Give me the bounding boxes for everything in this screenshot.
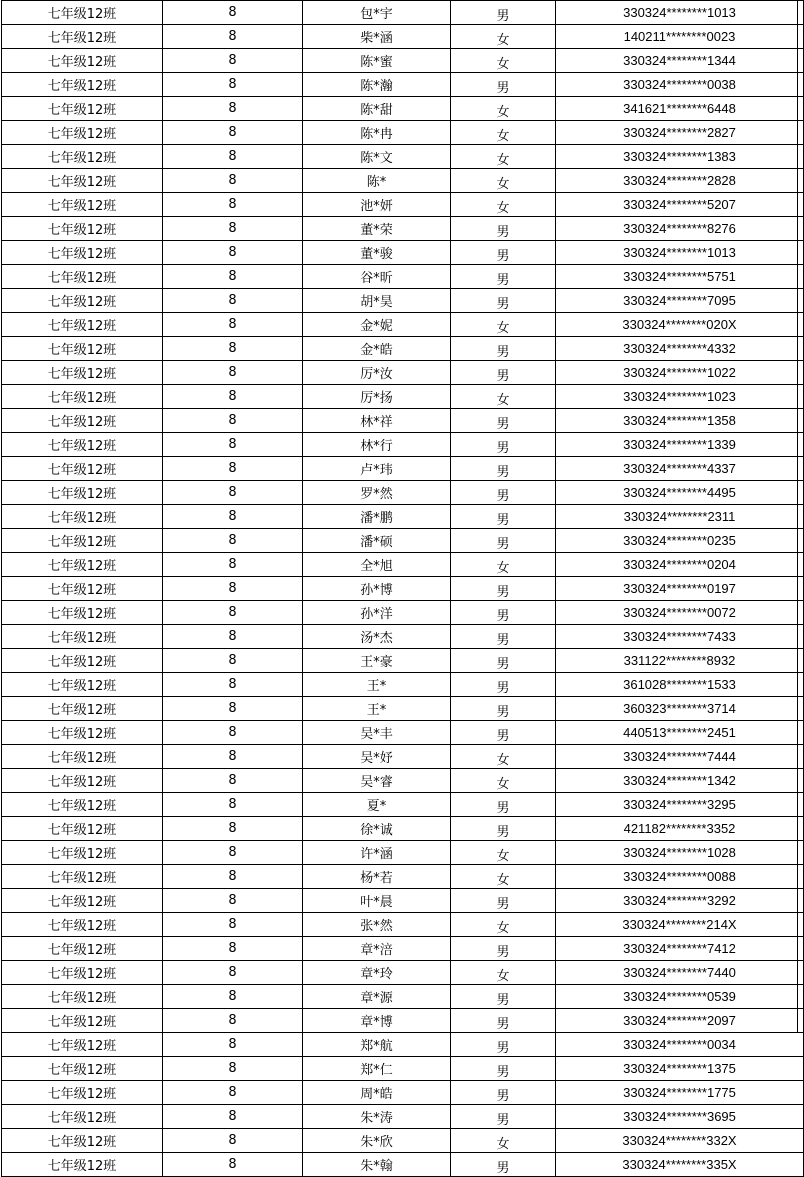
table-row [2,241,804,265]
table-row [2,529,804,553]
grade-cell: 8 [163,601,303,625]
table-row [2,793,804,817]
table-row [2,553,804,577]
student-name-cell: 厉*汝 [303,361,451,385]
grade-cell: 8 [163,889,303,913]
student-name-cell: 金*妮 [303,313,451,337]
class-cell: 七年级12班 [2,817,163,841]
student-name-cell: 潘*硕 [303,529,451,553]
id-number-cell: 140211********0023 [556,25,804,49]
grade-cell: 8 [163,121,303,145]
student-name-cell: 厉*扬 [303,385,451,409]
class-cell: 七年级12班 [2,649,163,673]
student-name-cell: 孙*洋 [303,601,451,625]
class-cell: 七年级12班 [2,121,163,145]
table-row [2,97,804,121]
id-number-cell: 330324********020X [556,313,804,337]
table-row [2,769,804,793]
class-cell: 七年级12班 [2,1153,163,1177]
table-row [2,913,804,937]
student-name-cell: 吴*睿 [303,769,451,793]
gender-cell: 女 [451,49,556,73]
id-number-cell: 330324********1775 [556,1081,804,1105]
grade-cell: 8 [163,433,303,457]
student-name-cell: 王*豪 [303,649,451,673]
class-cell: 七年级12班 [2,577,163,601]
id-number-cell: 330324********3295 [556,793,804,817]
gender-cell: 男 [451,1009,556,1033]
table-row [2,1009,804,1033]
student-name-cell: 陈*冉 [303,121,451,145]
table-row [2,745,804,769]
id-number-cell: 330324********2827 [556,121,804,145]
table-row [2,217,804,241]
class-cell: 七年级12班 [2,409,163,433]
table-row [2,169,804,193]
class-cell: 七年级12班 [2,481,163,505]
gender-cell: 男 [451,457,556,481]
student-name-cell: 徐*诚 [303,817,451,841]
gender-cell: 女 [451,841,556,865]
grade-cell: 8 [163,289,303,313]
gender-cell: 女 [451,121,556,145]
id-number-cell: 330324********1375 [556,1057,804,1081]
table-row [2,601,804,625]
grade-cell: 8 [163,1105,303,1129]
id-number-cell: 330324********7412 [556,937,804,961]
student-name-cell: 潘*鹏 [303,505,451,529]
table-row [2,361,804,385]
grade-cell: 8 [163,265,303,289]
grade-cell: 8 [163,1033,303,1057]
table-row [2,673,804,697]
table-row [2,649,804,673]
grade-cell: 8 [163,793,303,817]
table-row [2,1057,804,1081]
id-number-cell: 330324********1344 [556,49,804,73]
student-name-cell: 罗*然 [303,481,451,505]
id-number-cell: 330324********4332 [556,337,804,361]
id-number-cell: 330324********2097 [556,1009,804,1033]
gender-cell: 女 [451,169,556,193]
id-number-cell: 360323********3714 [556,697,804,721]
table-row [2,505,804,529]
id-number-cell: 331122********8932 [556,649,804,673]
grade-cell: 8 [163,961,303,985]
grade-cell: 8 [163,49,303,73]
class-cell: 七年级12班 [2,145,163,169]
student-name-cell: 叶*晨 [303,889,451,913]
gender-cell: 男 [451,937,556,961]
student-name-cell: 池*妍 [303,193,451,217]
id-number-cell: 330324********4337 [556,457,804,481]
grade-cell: 8 [163,481,303,505]
id-number-cell: 330324********2311 [556,505,804,529]
class-cell: 七年级12班 [2,769,163,793]
id-number-cell: 330324********0038 [556,73,804,97]
id-number-cell: 361028********1533 [556,673,804,697]
student-name-cell: 汤*杰 [303,625,451,649]
grade-cell: 8 [163,841,303,865]
student-name-cell: 孙*博 [303,577,451,601]
id-number-cell: 330324********7433 [556,625,804,649]
id-number-cell: 330324********0072 [556,601,804,625]
gender-cell: 男 [451,577,556,601]
id-number-cell: 330324********7095 [556,289,804,313]
grade-cell: 8 [163,553,303,577]
gender-cell: 男 [451,337,556,361]
id-number-cell: 330324********2828 [556,169,804,193]
grade-cell: 8 [163,385,303,409]
student-name-cell: 夏* [303,793,451,817]
student-name-cell: 陈*甜 [303,97,451,121]
gender-cell: 女 [451,385,556,409]
gender-cell: 男 [451,361,556,385]
table-row [2,193,804,217]
class-cell: 七年级12班 [2,841,163,865]
gender-cell: 男 [451,241,556,265]
grade-cell: 8 [163,529,303,553]
roster-sheet [1,0,798,1176]
class-cell: 七年级12班 [2,601,163,625]
grade-cell: 8 [163,505,303,529]
table-row [2,145,804,169]
grade-cell: 8 [163,1081,303,1105]
student-name-cell: 柴*涵 [303,25,451,49]
class-cell: 七年级12班 [2,265,163,289]
table-row [2,697,804,721]
table-row [2,481,804,505]
id-number-cell: 421182********3352 [556,817,804,841]
class-cell: 七年级12班 [2,1057,163,1081]
class-cell: 七年级12班 [2,193,163,217]
student-name-cell: 朱*涛 [303,1105,451,1129]
table-row [2,865,804,889]
id-number-cell: 330324********1358 [556,409,804,433]
table-row [2,1105,804,1129]
class-cell: 七年级12班 [2,313,163,337]
table-row [2,1153,804,1177]
table-row [2,889,804,913]
id-number-cell: 330324********0235 [556,529,804,553]
table-row [2,1,804,25]
class-cell: 七年级12班 [2,337,163,361]
table-row [2,961,804,985]
id-number-cell: 330324********7440 [556,961,804,985]
class-cell: 七年级12班 [2,1033,163,1057]
id-number-cell: 330324********0088 [556,865,804,889]
gender-cell: 男 [451,1105,556,1129]
gender-cell: 男 [451,217,556,241]
gender-cell: 女 [451,865,556,889]
table-row [2,457,804,481]
student-name-cell: 周*皓 [303,1081,451,1105]
roster-body [2,1,804,1177]
table-row [2,577,804,601]
grade-cell: 8 [163,337,303,361]
id-number-cell: 330324********3695 [556,1105,804,1129]
class-cell: 七年级12班 [2,553,163,577]
gender-cell: 男 [451,481,556,505]
grade-cell: 8 [163,769,303,793]
id-number-cell: 330324********4495 [556,481,804,505]
gender-cell: 女 [451,193,556,217]
class-cell: 七年级12班 [2,25,163,49]
grade-cell: 8 [163,865,303,889]
gender-cell: 女 [451,769,556,793]
class-cell: 七年级12班 [2,961,163,985]
gender-cell: 男 [451,889,556,913]
id-number-cell: 330324********1023 [556,385,804,409]
student-name-cell: 吴*妤 [303,745,451,769]
id-number-cell: 330324********214X [556,913,804,937]
grade-cell: 8 [163,313,303,337]
gender-cell: 男 [451,793,556,817]
id-number-cell: 330324********0197 [556,577,804,601]
student-name-cell: 郑*航 [303,1033,451,1057]
grade-cell: 8 [163,649,303,673]
table-row [2,1033,804,1057]
class-cell: 七年级12班 [2,505,163,529]
class-cell: 七年级12班 [2,745,163,769]
grade-cell: 8 [163,1,303,25]
grade-cell: 8 [163,817,303,841]
grade-cell: 8 [163,409,303,433]
student-name-cell: 陈* [303,169,451,193]
id-number-cell: 330324********3292 [556,889,804,913]
table-row [2,385,804,409]
gender-cell: 男 [451,73,556,97]
student-name-cell: 陈*蜜 [303,49,451,73]
class-cell: 七年级12班 [2,361,163,385]
class-cell: 七年级12班 [2,865,163,889]
gender-cell: 女 [451,961,556,985]
table-row [2,1129,804,1153]
gender-cell: 男 [451,625,556,649]
grade-cell: 8 [163,217,303,241]
student-name-cell: 包*宇 [303,1,451,25]
grade-cell: 8 [163,745,303,769]
class-cell: 七年级12班 [2,1129,163,1153]
table-row [2,289,804,313]
class-cell: 七年级12班 [2,1009,163,1033]
student-name-cell: 朱*欣 [303,1129,451,1153]
grade-cell: 8 [163,1129,303,1153]
grade-cell: 8 [163,145,303,169]
table-row [2,121,804,145]
class-cell: 七年级12班 [2,73,163,97]
student-name-cell: 金*皓 [303,337,451,361]
gender-cell: 男 [451,817,556,841]
id-number-cell: 330324********335X [556,1153,804,1177]
grade-cell: 8 [163,625,303,649]
id-number-cell: 330324********1339 [556,433,804,457]
table-row [2,265,804,289]
grade-cell: 8 [163,241,303,265]
id-number-cell: 330324********1383 [556,145,804,169]
table-row [2,721,804,745]
grade-cell: 8 [163,97,303,121]
student-name-cell: 朱*翰 [303,1153,451,1177]
student-name-cell: 谷*昕 [303,265,451,289]
class-cell: 七年级12班 [2,217,163,241]
student-name-cell: 杨*若 [303,865,451,889]
class-cell: 七年级12班 [2,289,163,313]
gender-cell: 女 [451,913,556,937]
table-row [2,409,804,433]
table-row [2,1081,804,1105]
grade-cell: 8 [163,361,303,385]
grade-cell: 8 [163,25,303,49]
class-cell: 七年级12班 [2,913,163,937]
student-name-cell: 王* [303,697,451,721]
id-number-cell: 330324********1028 [556,841,804,865]
class-cell: 七年级12班 [2,985,163,1009]
table-row [2,73,804,97]
gender-cell: 女 [451,97,556,121]
gender-cell: 男 [451,985,556,1009]
student-name-cell: 王* [303,673,451,697]
gender-cell: 男 [451,409,556,433]
gender-cell: 男 [451,1057,556,1081]
id-number-cell: 330324********1013 [556,1,804,25]
grade-cell: 8 [163,577,303,601]
gender-cell: 男 [451,505,556,529]
grade-cell: 8 [163,193,303,217]
grade-cell: 8 [163,721,303,745]
class-cell: 七年级12班 [2,433,163,457]
student-name-cell: 陈*文 [303,145,451,169]
class-cell: 七年级12班 [2,1081,163,1105]
grade-cell: 8 [163,913,303,937]
student-name-cell: 章*涪 [303,937,451,961]
gender-cell: 男 [451,721,556,745]
id-number-cell: 330324********5207 [556,193,804,217]
gender-cell: 女 [451,553,556,577]
student-name-cell: 章*博 [303,1009,451,1033]
id-number-cell: 330324********0034 [556,1033,804,1057]
class-cell: 七年级12班 [2,241,163,265]
student-name-cell: 许*涵 [303,841,451,865]
gender-cell: 男 [451,1081,556,1105]
class-cell: 七年级12班 [2,1105,163,1129]
student-name-cell: 卢*玮 [303,457,451,481]
student-name-cell: 章*源 [303,985,451,1009]
id-number-cell: 330324********8276 [556,217,804,241]
class-cell: 七年级12班 [2,937,163,961]
gender-cell: 男 [451,265,556,289]
student-name-cell: 全*旭 [303,553,451,577]
id-number-cell: 330324********332X [556,1129,804,1153]
class-cell: 七年级12班 [2,625,163,649]
student-name-cell: 郑*仁 [303,1057,451,1081]
table-row [2,817,804,841]
table-row [2,937,804,961]
grade-cell: 8 [163,697,303,721]
table-row [2,313,804,337]
grade-cell: 8 [163,169,303,193]
id-number-cell: 330324********1022 [556,361,804,385]
gender-cell: 男 [451,529,556,553]
grade-cell: 8 [163,1153,303,1177]
grade-cell: 8 [163,73,303,97]
gender-cell: 男 [451,1,556,25]
class-cell: 七年级12班 [2,1,163,25]
student-name-cell: 董*荣 [303,217,451,241]
class-cell: 七年级12班 [2,457,163,481]
gender-cell: 男 [451,601,556,625]
student-roster-table [1,0,804,1177]
id-number-cell: 330324********0539 [556,985,804,1009]
gender-cell: 男 [451,289,556,313]
grade-cell: 8 [163,1009,303,1033]
id-number-cell: 330324********1013 [556,241,804,265]
class-cell: 七年级12班 [2,49,163,73]
class-cell: 七年级12班 [2,385,163,409]
id-number-cell: 341621********6448 [556,97,804,121]
student-name-cell: 张*然 [303,913,451,937]
gender-cell: 男 [451,1153,556,1177]
gender-cell: 女 [451,145,556,169]
grade-cell: 8 [163,457,303,481]
grade-cell: 8 [163,673,303,697]
id-number-cell: 330324********7444 [556,745,804,769]
student-name-cell: 林*祥 [303,409,451,433]
class-cell: 七年级12班 [2,529,163,553]
table-row [2,985,804,1009]
grade-cell: 8 [163,937,303,961]
gender-cell: 男 [451,1033,556,1057]
table-row [2,625,804,649]
class-cell: 七年级12班 [2,889,163,913]
gender-cell: 男 [451,697,556,721]
gender-cell: 女 [451,313,556,337]
table-row [2,337,804,361]
class-cell: 七年级12班 [2,169,163,193]
gender-cell: 女 [451,1129,556,1153]
class-cell: 七年级12班 [2,721,163,745]
gender-cell: 男 [451,433,556,457]
id-number-cell: 440513********2451 [556,721,804,745]
table-row [2,49,804,73]
student-name-cell: 吴*丰 [303,721,451,745]
grade-cell: 8 [163,985,303,1009]
grade-cell: 8 [163,1057,303,1081]
id-number-cell: 330324********0204 [556,553,804,577]
gender-cell: 女 [451,25,556,49]
table-row [2,433,804,457]
class-cell: 七年级12班 [2,673,163,697]
class-cell: 七年级12班 [2,697,163,721]
id-number-cell: 330324********1342 [556,769,804,793]
student-name-cell: 章*玲 [303,961,451,985]
student-name-cell: 董*骏 [303,241,451,265]
class-cell: 七年级12班 [2,793,163,817]
gender-cell: 男 [451,673,556,697]
student-name-cell: 胡*昊 [303,289,451,313]
gender-cell: 女 [451,745,556,769]
table-row [2,25,804,49]
gender-cell: 男 [451,649,556,673]
id-number-cell: 330324********5751 [556,265,804,289]
table-row [2,841,804,865]
student-name-cell: 林*行 [303,433,451,457]
class-cell: 七年级12班 [2,97,163,121]
student-name-cell: 陈*瀚 [303,73,451,97]
